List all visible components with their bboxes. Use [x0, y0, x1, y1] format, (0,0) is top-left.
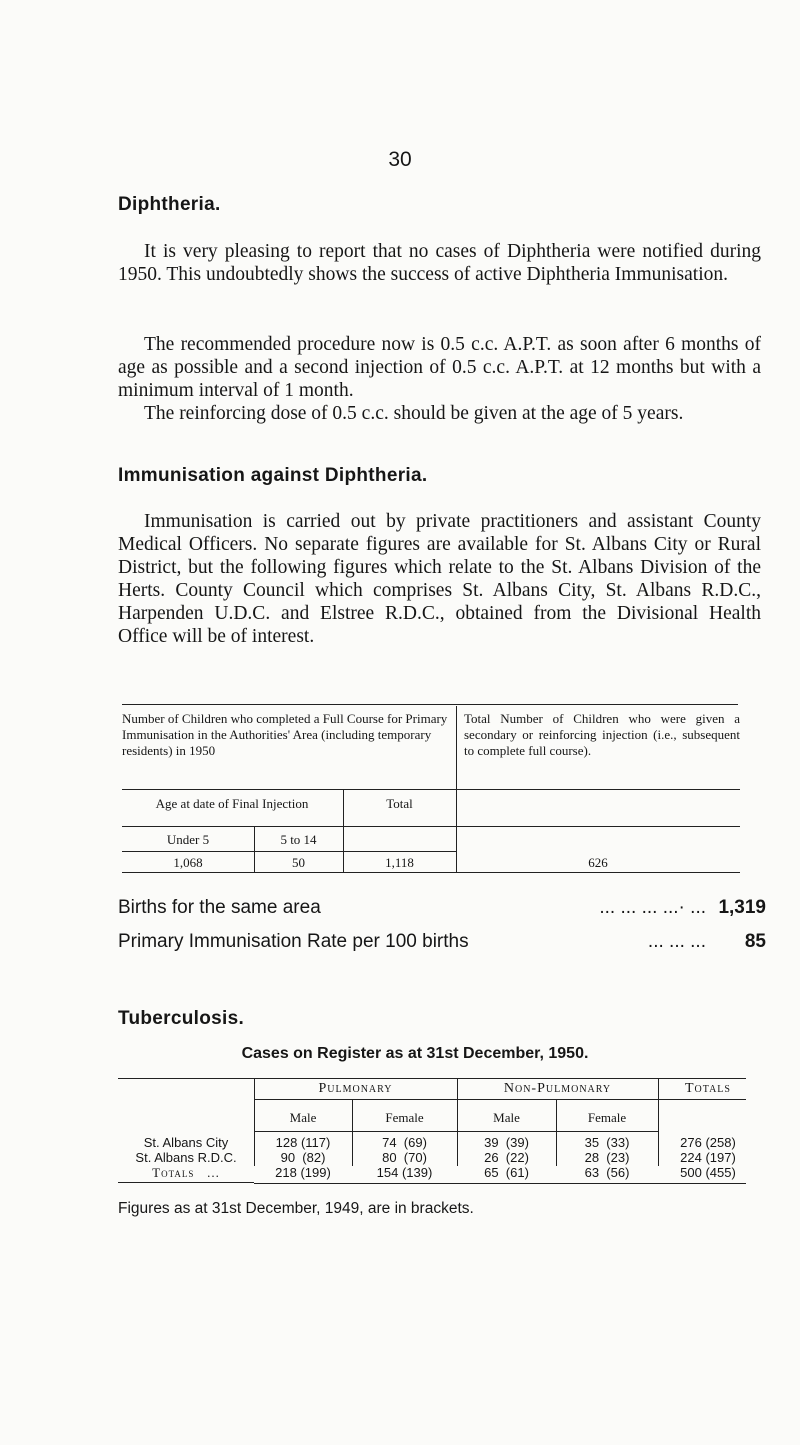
row-nonpulmonary-female: 28 (23): [584, 1150, 630, 1165]
non-pulmonary-male-header: Male: [493, 1110, 520, 1125]
table-rule: [254, 1099, 746, 1100]
row-pulmonary-male: 90 (82): [280, 1150, 326, 1165]
table-rule: [254, 1183, 746, 1184]
under5-value: 1,068: [173, 855, 203, 870]
rate-label: Primary Immunisation Rate per 100 births: [118, 931, 469, 952]
non-pulmonary-female-header: Female: [587, 1110, 627, 1125]
births-value: 1,319: [718, 897, 766, 918]
diphtheria-para2-text: The recommended procedure now is 0.5 c.c. A.P.T. as soon after 6 months of age as possible and a second injection of 0.5 c.c. A.P.T. at 12 months but with a minimum interval of 1 month.: [118, 334, 761, 401]
immunisation-para-text: Immunisation is carried out by private practitioners and assistant County Medical Officers. No separate figures are available for St. Albans City or Rural District, but the following figures which relate to the St. Albans Division of the Herts. County Council which comprises St. Albans City, St. Albans R.D.C., Harpenden U.D.C. and Elstree R.D.C., obtained from the Divisional Health Office will be of interest.: [118, 511, 761, 647]
table-right-header: Total Number of Children who were given a secondary or reinforcing injection (i.e., subsequent to complete full course).: [464, 711, 740, 758]
row-total: 500 (455): [680, 1165, 736, 1180]
tuberculosis-subheading: Cases on Register as at 31st December, 1950.: [241, 1045, 589, 1062]
non-pulmonary-header: Non-Pulmonary: [503, 1081, 612, 1096]
births-leader: ... ... ... ...· ...: [599, 897, 706, 918]
5to14-header: 5 to 14: [280, 832, 317, 847]
under5-header: Under 5: [166, 832, 210, 847]
total-header: Total: [386, 796, 413, 811]
diphtheria-para3-text: The reinforcing dose of 0.5 c.c. should be given at the age of 5 years.: [144, 403, 684, 424]
total-value: 1,118: [385, 855, 414, 870]
row-total: 224 (197): [680, 1150, 736, 1165]
table-left-header: Number of Children who completed a Full Course for Primary Immunisation in the Authorities' Area (including temporary residents) in 1950: [122, 711, 448, 758]
totals-header: Totals: [685, 1081, 731, 1096]
row-nonpulmonary-female: 63 (56): [584, 1165, 630, 1180]
tuberculosis-heading: Tuberculosis.: [118, 1008, 245, 1029]
row-pulmonary-male: 218 (199): [275, 1165, 331, 1180]
row-nonpulmonary-male: 65 (61): [484, 1165, 529, 1180]
row-pulmonary-female: 74 (69): [382, 1135, 427, 1150]
table-rule: [118, 1182, 254, 1183]
row-pulmonary-female: 80 (70): [382, 1150, 427, 1165]
diphtheria-para1-text: It is very pleasing to report that no cases of Diphtheria were notified during 1950. This undoubtedly shows the success of active Diphtheria Immunisation.: [118, 241, 761, 285]
row-pulmonary-female: 154 (139): [376, 1165, 433, 1180]
page-number: 30: [388, 148, 412, 171]
pulmonary-male-header: Male: [289, 1110, 317, 1125]
table-rule: [118, 1078, 746, 1079]
table-rule: [254, 1131, 658, 1132]
row-total: 276 (258): [680, 1135, 736, 1150]
rate-leader: ... ... ...: [647, 931, 706, 952]
row-nonpulmonary-male: 39 (39): [484, 1135, 529, 1150]
row-pulmonary-male: 128 (117): [275, 1135, 331, 1150]
5to14-value: 50: [292, 855, 305, 870]
row-name: Totals ...: [152, 1165, 220, 1180]
pulmonary-female-header: Female: [385, 1110, 424, 1125]
row-nonpulmonary-male: 26 (22): [484, 1150, 529, 1165]
pulmonary-header: Pulmonary: [318, 1081, 393, 1096]
births-label: Births for the same area: [118, 897, 321, 918]
row-name: St. Albans R.D.C.: [135, 1150, 237, 1165]
row-name: St. Albans City: [143, 1135, 229, 1150]
immunisation-heading: Immunisation against Diphtheria.: [118, 465, 428, 486]
reinforcing-value: 626: [588, 855, 608, 870]
row-nonpulmonary-female: 35 (33): [584, 1135, 630, 1150]
diphtheria-heading: Diphtheria.: [118, 194, 221, 215]
rate-value: 85: [744, 931, 766, 952]
age-header: Age at date of Final Injection: [155, 796, 309, 811]
footnote: Figures as at 31st December, 1949, are in brackets.: [118, 1200, 474, 1217]
